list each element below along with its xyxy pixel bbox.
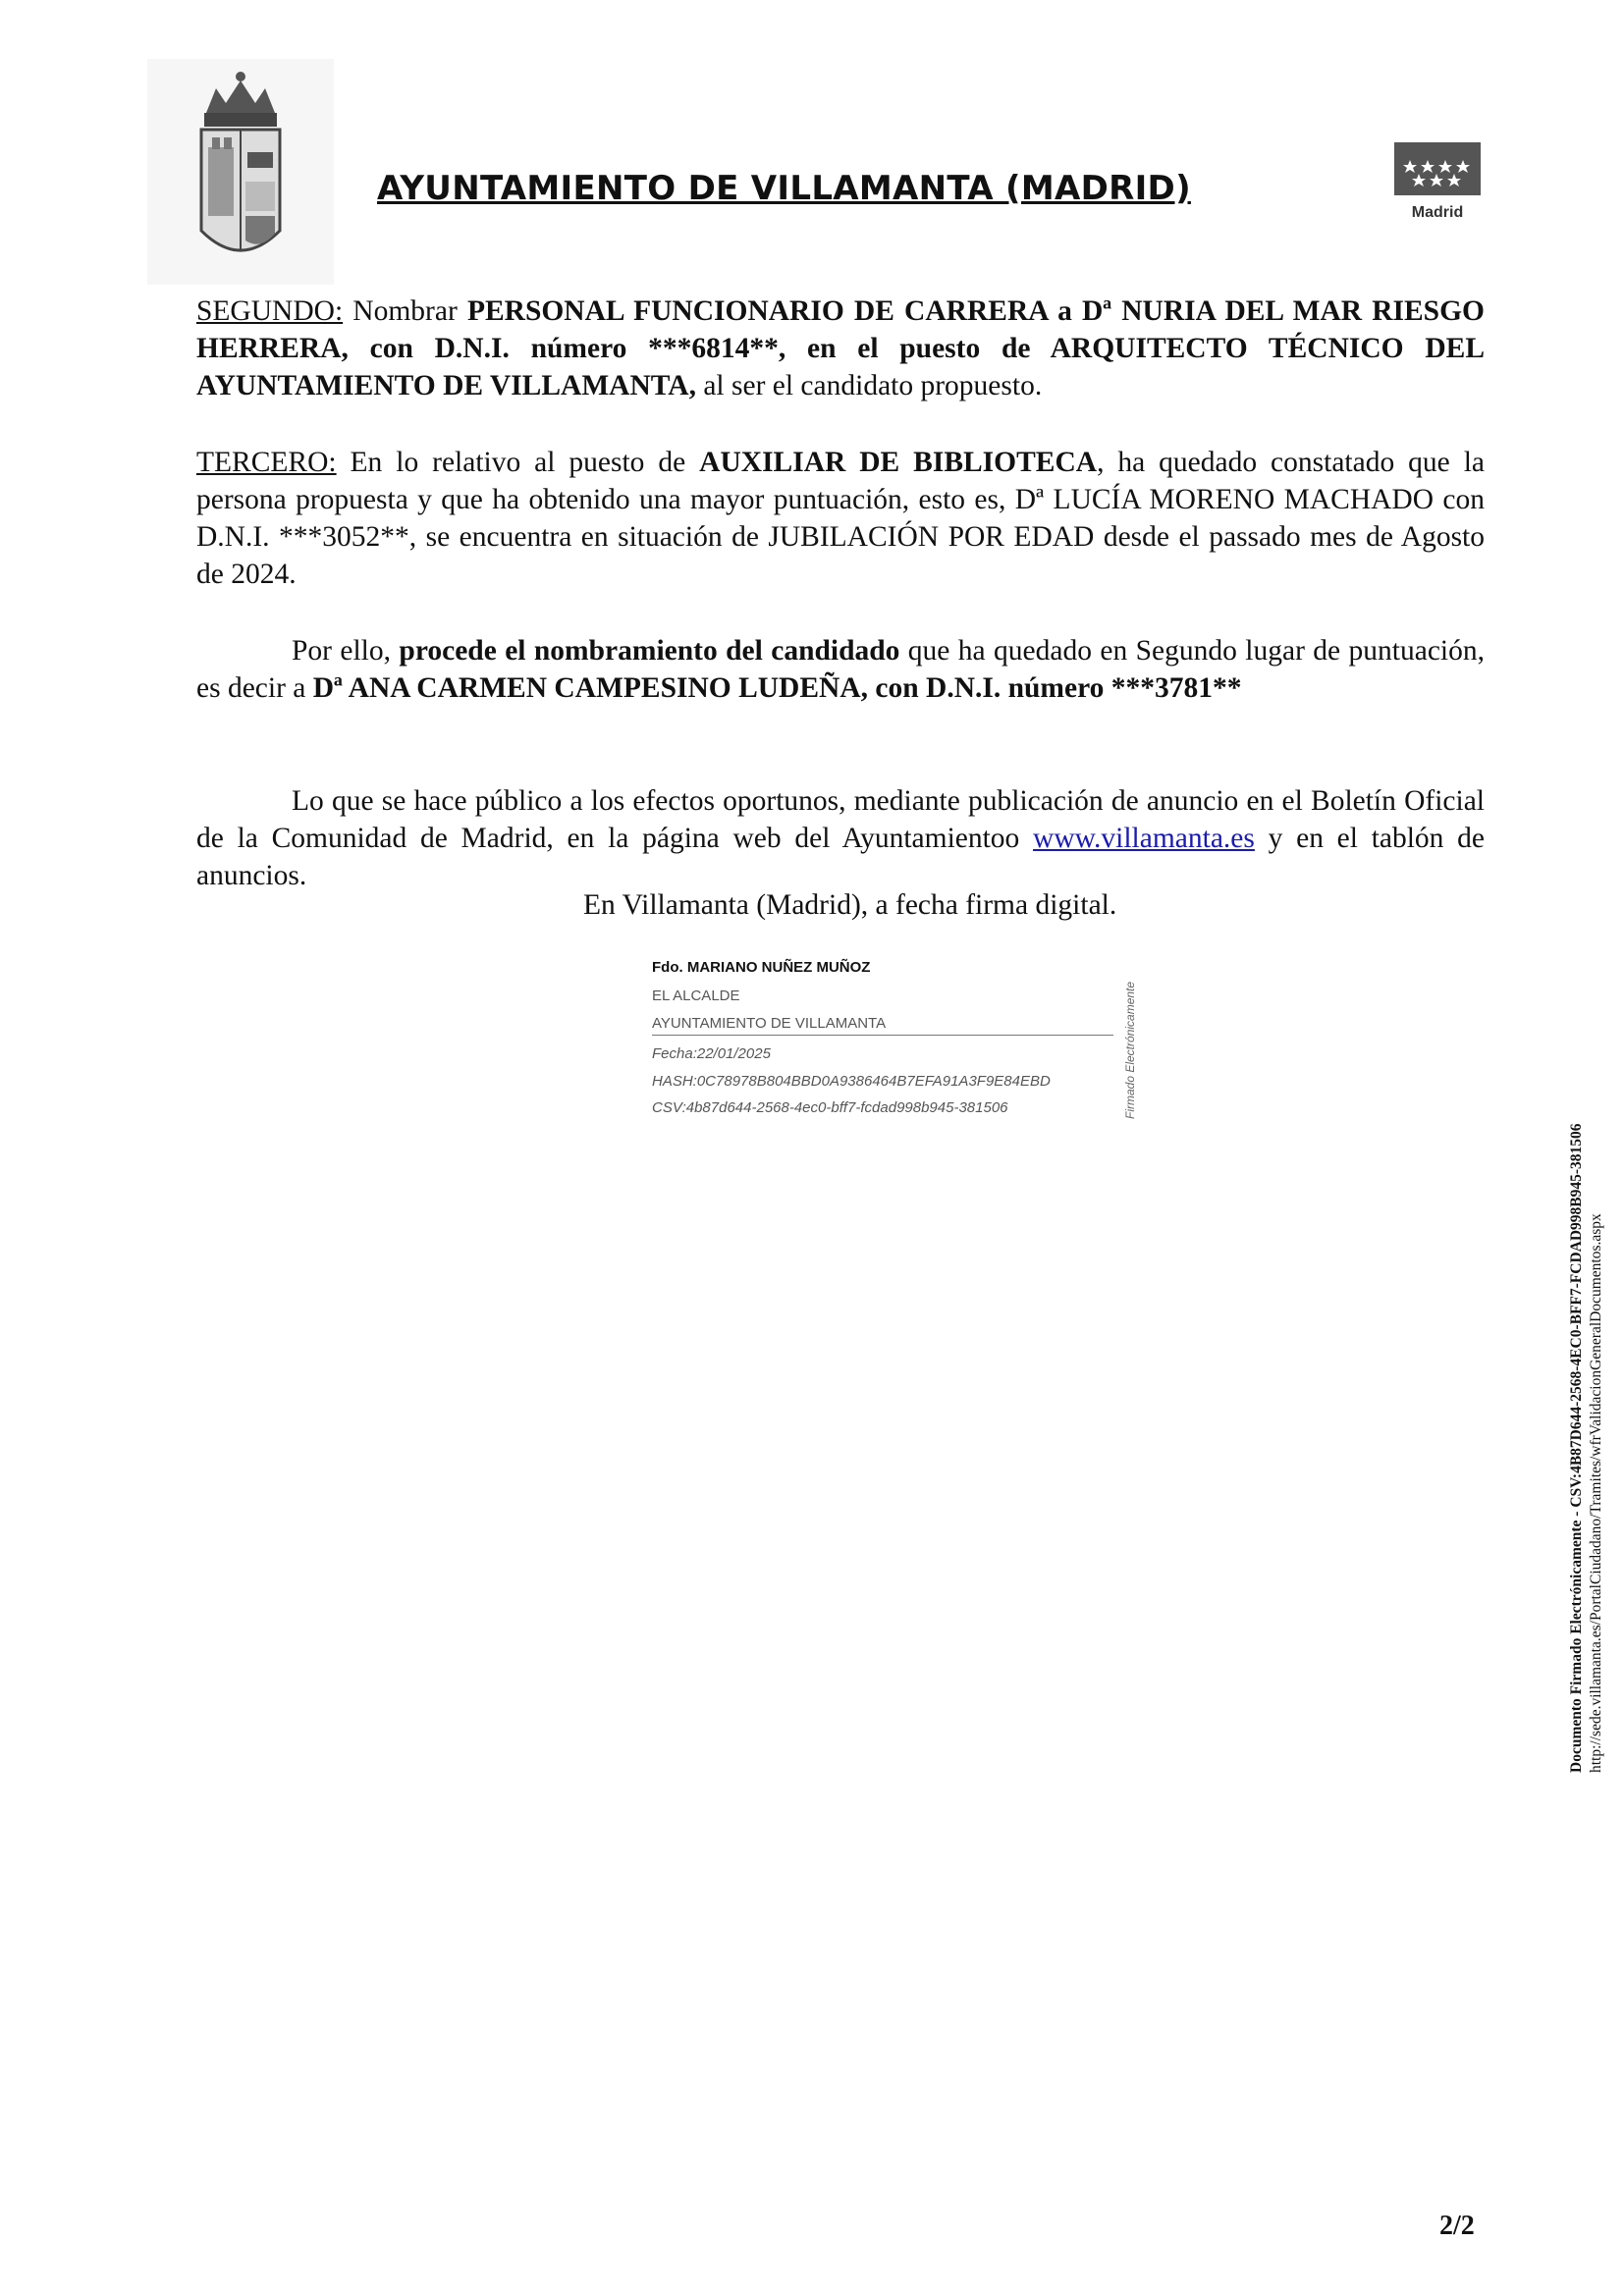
signature-hash: HASH:0C78978B804BBD0A9386464B7EFA91A3F9E84EBD [652,1073,1051,1090]
paragraph-por-ello [196,632,1485,707]
porello-text-1: Por ello, [292,635,400,667]
madrid-logo-text: Madrid [1411,204,1464,221]
porello-text-3: que ha quedado en Segundo lugar de puntuación, es decir a [196,635,1485,704]
segundo-text-4: ARQUITECTO TÉCNICO DEL AYUNTAMIENTO DE VILLAMANTA, [196,333,1485,401]
porello-text-4: Dª ANA CARMEN CAMPESINO LUDEÑA, con D.N.I. número ***3781** [312,672,1242,704]
segundo-text-1: Nombrar [343,295,467,327]
crest-icon [147,59,334,285]
page-title: AYUNTAMIENTO DE VILLAMANTA (MADRID) [377,169,1191,208]
paragraph-publico [196,782,1485,894]
paragraph-segundo [196,293,1485,404]
signature-divider [652,1035,1113,1036]
segundo-text-2: PERSONAL FUNCIONARIO DE CARRERA [466,295,1048,327]
publico-text-2: y en el tablón de anuncios. [196,823,1486,891]
publico-text-1: Lo que se hace público a los efectos oportunos, mediante publicación de anuncio en el Boletín Oficial de la Comunidad de Madrid, en la página web del Ayuntamientoo [196,785,1485,854]
signature-block [644,947,1135,1124]
villamanta-website-link[interactable]: www.villamanta.es [1033,823,1255,854]
signer-role: EL ALCALDE [652,988,740,1004]
csv-note-line-2: http://sede.villamanta.es/PortalCiudadano/Tramites/wfrValidacionGeneralDocumentos.aspx [1588,1213,1604,1773]
tercero-label: TERCERO: [196,447,337,478]
paragraph-tercero [196,444,1485,593]
signer-name: Fdo. MARIANO NUÑEZ MUÑOZ [652,959,871,976]
page-number: 2/2 [1439,2211,1475,2241]
tercero-text-1: En lo relativo al puesto de [336,447,700,478]
porello-text-2: procede el nombramiento del candidado [399,635,900,667]
segundo-text-3: a Dª NURIA DEL MAR RIESGO HERRERA, con D.N.I. número ***6814**, en el puesto de [196,295,1485,364]
segundo-text-5: al ser el candidato propuesto. [695,370,1043,401]
csv-verification-note [1567,1123,1606,1773]
tercero-text-3: , ha quedado constatado que la persona propuesta y que ha obtenido una mayor puntuación, esto es, Dª LUCÍA MORENO MACHADO con D.N.I. ***3052**, se encuentra en situación de JUBILACIÓN POR EDAD desde el passado mes de Agosto de 2024. [196,447,1485,590]
signed-electronically-label: Firmado Electrónicamente [1123,981,1137,1119]
signature-date: Fecha:22/01/2025 [652,1045,771,1062]
signature-csv: CSV:4b87d644-2568-4ec0-bff7-fcdad998b945-381506 [652,1099,1008,1116]
csv-note-line-1: Documento Firmado Electrónicamente - CSV:4B87D644-2568-4EC0-BFF7-FCDAD998B945-381506 [1568,1123,1585,1773]
signer-organization: AYUNTAMIENTO DE VILLAMANTA [652,1015,887,1032]
madrid-region-logo [1394,142,1481,225]
place-date: En Villamanta (Madrid), a fecha firma digital. [583,889,1117,921]
tercero-text-2: AUXILIAR DE BIBLIOTECA [699,447,1098,478]
segundo-label: SEGUNDO: [196,295,344,327]
